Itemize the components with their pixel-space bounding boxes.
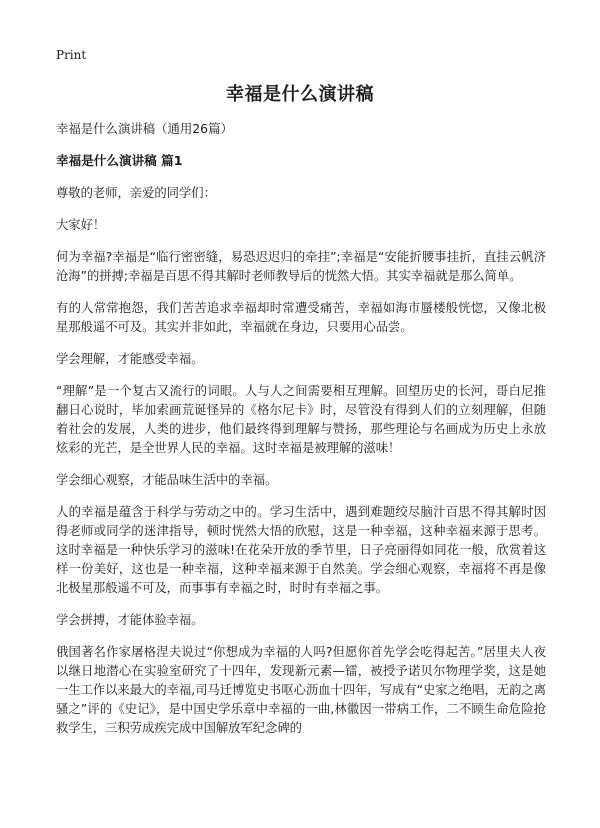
paragraph: 人的幸福是蕴含于科学与劳动之中的。学习生活中，遇到难题绞尽脑汁百思不得其解时因得老师或同学的迷津指导，顿时恍然大悟的欣慰，这是一种幸福，这种幸福来源于思考。这时幸福是一种快乐学习的滋味!在花朵开放的季节里，日子亮丽得如同花一般，欣赏着这样一份美好，这也是一种幸福，这种幸福来源于自然美。学会细心观察，幸福将不再是像北极星那般遥不可及，而事事有幸福之时，时时有幸福之事。 [56, 505, 546, 595]
paragraph: “理解”是一个复古又流行的词眼。人与人之间需要相互理解。回望历史的长河，哥白尼推翻日心说时，毕加索画荒诞怪异的《格尔尼卡》时，尽管没有得到人们的立刻理解，但随着社会的发展，人类的进步，他们最终得到理解与赞扬，那些理论与名画成为历史上永放炫彩的光芒，是全世界人民的幸福。这时幸福是被理解的滋味！ [56, 384, 546, 455]
paragraph: 有的人常常抱怨，我们苦苦追求幸福却时常遭受痛苦，幸福如海市蜃楼般恍惚，又像北极星那般遥不可及。其实并非如此，幸福就在身边，只要用心品尝。 [56, 301, 546, 334]
paragraph-point: 学会拼搏，才能体验幸福。 [56, 613, 204, 627]
paragraph: 何为幸福?幸福是“临行密密缝，易恐迟迟归的牵挂”;幸福是“安能折腰事挂折，直挂云帆济沧海”的拼搏;幸福是百思不得其解时老师教导后的恍然大悟。其实幸福就是那么简单。 [56, 250, 546, 283]
paragraph-point: 学会理解，才能感受幸福。 [56, 352, 204, 366]
paragraph-greeting: 尊敬的老师，亲爱的同学们： [56, 186, 216, 200]
document-subtitle: 幸福是什么演讲稿（通用26篇） [56, 121, 233, 136]
paragraph: 俄国著名作家屠格涅夫说过“你想成为幸福的人吗?但愿你首先学会吃得起苦。”居里夫人夜以继日地潜心在实验室研究了十四年，发现新元素—镭，被授予诺贝尔物理学奖，这是她一生工作以来最大的幸福,司马迁博览史书呕心沥血十四年，写成有“史家之绝唱，无韵之离骚之”评的《史记》，是中国史学乐章中幸福的一曲,林徽因一带病工作，二不顾生命危险抢救学生，三积劳成疾完成中国解放军纪念碑的 [56, 645, 546, 735]
section-heading: 幸福是什么演讲稿 篇1 [56, 153, 183, 168]
document-body [56, 120, 546, 751]
page-title: 幸福是什么演讲稿 [226, 84, 374, 105]
paragraph-point: 学会细心观察，才能品味生活中的幸福。 [56, 473, 278, 487]
print-label[interactable]: Print [56, 48, 87, 62]
paragraph-hello: 大家好！ [56, 218, 106, 232]
